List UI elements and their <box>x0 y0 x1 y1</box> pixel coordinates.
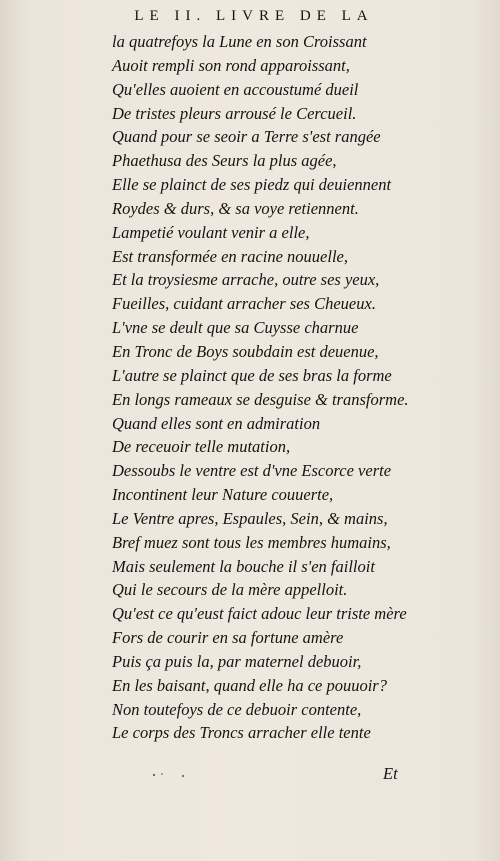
verse-line: En Tronc de Boys soubdain est deuenue, <box>112 341 379 361</box>
verse-line: L'autre se plainct que de ses bras la forme <box>112 365 392 385</box>
verse-line: Qu'elles auoient en accoustumé dueil <box>112 79 359 99</box>
verse-line: Fueilles, cuidant arracher ses Cheueux. <box>112 294 376 314</box>
ink-bleed-mark <box>150 770 200 780</box>
verse-line: Mais seulement la bouche il s'en failloit <box>112 556 375 576</box>
verse-line: Roydes & durs, & sa voye retiennent. <box>112 198 359 218</box>
verse-line: Phaethusa des Seurs la plus agée, <box>112 151 337 171</box>
verse-line: la quatrefoys la Lune en son Croissant <box>112 32 367 51</box>
running-head: LE II. LIVRE DE LA <box>134 8 374 24</box>
verse-line: Qui le secours de la mère appelloit. <box>112 580 348 600</box>
verse-line: Qu'est ce qu'eust faict adouc leur triste mère <box>112 604 407 624</box>
verse-line: Auoit rempli son rond apparoissant, <box>112 55 350 75</box>
verse-line: Non toutefoys de ce debuoir contente, <box>112 699 362 719</box>
verse-line: Est transformée en racine nouuelle, <box>112 246 348 266</box>
verse-line: Le Ventre apres, Espaules, Sein, & mains, <box>112 508 388 528</box>
verse-line: De receuoir telle mutation, <box>112 437 291 457</box>
verse-line: Lampetié voulant venir a elle, <box>112 222 310 242</box>
verse-line: En les baisant, quand elle ha ce pouuoir? <box>112 675 387 695</box>
verse-line: Bref muez sont tous les membres humains, <box>112 532 391 552</box>
verse-line: Quand pour se seoir a Terre s'est rangée <box>112 127 381 147</box>
verse-line: En longs rameaux se desguise & transforme. <box>112 389 409 409</box>
verse-line: Dessoubs le ventre est d'vne Escorce verte <box>112 461 392 481</box>
verse-line: L'vne se deult que sa Cuysse charnue <box>112 318 359 338</box>
verse-line: Fors de courir en sa fortune amère <box>112 628 344 648</box>
verse-line: Le corps des Troncs arracher elle tente <box>112 723 371 743</box>
verse-line: De tristes pleurs arrousé le Cercueil. <box>112 103 357 123</box>
verse-line: Elle se plainct de ses piedz qui deuiennent <box>112 175 392 195</box>
verse-line: Quand elles sont en admiration <box>112 413 321 433</box>
catchword: Et <box>383 764 398 783</box>
verse-line: Et la troysiesme arrache, outre ses yeux, <box>112 270 380 290</box>
verse-line: Puis ça puis la, par maternel debuoir, <box>112 651 362 671</box>
verse-line: Incontinent leur Nature couuerte, <box>112 485 334 505</box>
verse-block <box>112 30 409 745</box>
